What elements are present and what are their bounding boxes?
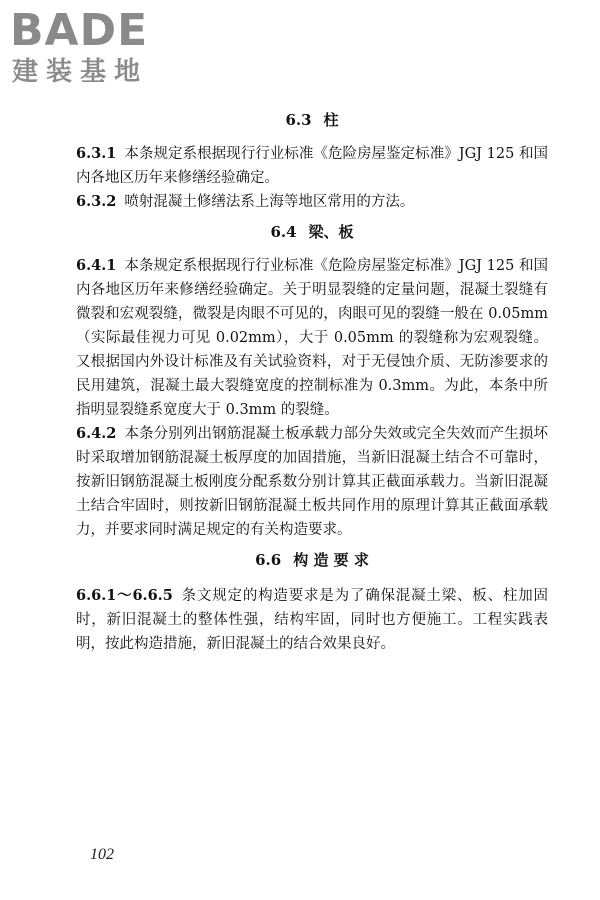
section-title: 构 造 要 求	[293, 551, 369, 569]
logo-chinese-text: 建装基地	[12, 57, 149, 87]
clause-6-6-1-to-6-6-5	[76, 584, 548, 656]
clause-6-3-2	[76, 190, 548, 214]
section-title: 梁、板	[308, 223, 354, 241]
section-number: 6.3	[285, 111, 312, 129]
section-heading-6-4	[76, 222, 548, 242]
section-heading-6-3	[76, 110, 548, 130]
clause-number: 6.4.1	[76, 257, 117, 274]
clause-text: 本条规定系根据现行行业标准《危险房屋鉴定标准》JGJ 125 和国内各地区历年来修缮经验确定。	[76, 146, 548, 186]
clause-6-4-2	[76, 422, 548, 542]
page-number: 102	[90, 846, 114, 863]
clause-number: 6.3.2	[76, 193, 117, 210]
clause-number: 6.4.2	[76, 425, 117, 442]
clause-text: 本条规定系根据现行行业标准《危险房屋鉴定标准》JGJ 125 和国内各地区历年来修缮经验确定。关于明显裂缝的定量问题，混凝土裂缝有微裂和宏观裂缝，微裂是肉眼不可见的，肉眼可见的裂缝一般在 0.05mm（实际最佳视力可见 0.02mm），大于 0.05mm 的裂缝称为宏观裂缝。又根据国内外设计标准及有关试验资料，对于无侵蚀介质、无防渗要求的民用建筑，混凝土最大裂缝宽度的控制标准为 0.3mm。为此，本条中所指明显裂缝系宽度大于 0.3mm 的裂缝。	[76, 258, 548, 418]
clause-text: 条文规定的构造要求是为了确保混凝土梁、板、柱加固时，新旧混凝土的整体性强，结构牢固，同时也方便施工。工程实践表明，按此构造措施，新旧混凝土的结合效果良好。	[76, 588, 548, 652]
section-heading-6-6	[76, 550, 548, 570]
clause-text: 本条分别列出钢筋混凝土板承载力部分失效或完全失效而产生损坏时采取增加钢筋混凝土板厚度的加固措施，当新旧混凝土结合不可靠时，按新旧钢筋混凝土板刚度分配系数分别计算其正截面承载力。当新旧混凝土结合牢固时，则按新旧钢筋混凝土板共同作用的原理计算其正截面承载力，并要求同时满足规定的有关构造要求。	[76, 426, 548, 538]
clause-number: 6.6.1～6.6.5	[76, 587, 173, 604]
clause-number: 6.3.1	[76, 145, 117, 162]
document-body	[76, 110, 548, 656]
clause-6-4-1	[76, 254, 548, 422]
section-title: 柱	[323, 111, 339, 129]
section-number: 6.6	[255, 551, 282, 569]
logo-latin-text: BADE	[10, 5, 149, 56]
section-number: 6.4	[270, 223, 297, 241]
bade-logo	[10, 6, 175, 90]
clause-6-3-1	[76, 142, 548, 190]
clause-text: 喷射混凝土修缮法系上海等地区常用的方法。	[124, 194, 415, 210]
